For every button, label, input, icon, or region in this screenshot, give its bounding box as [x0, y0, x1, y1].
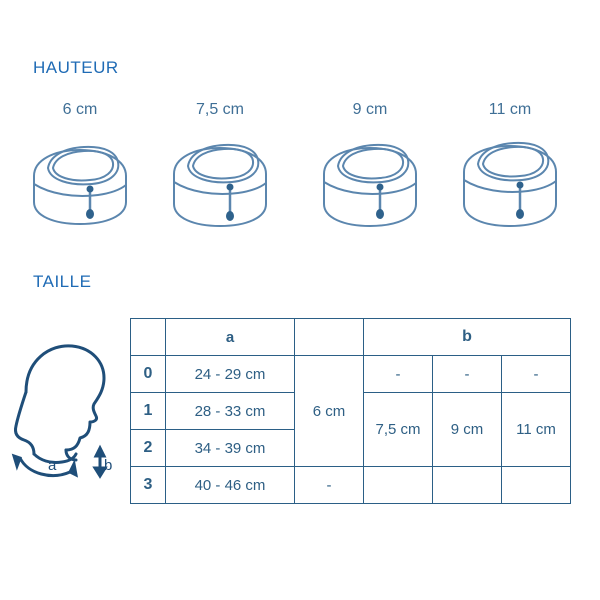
- collar-item-0: [10, 100, 150, 234]
- collar-label-3: 11 cm: [488, 101, 532, 118]
- row-b4-3: [502, 467, 571, 504]
- row-b3-3: [433, 467, 502, 504]
- section-title-taille: TAILLE: [33, 272, 92, 291]
- collar-item-2: [300, 100, 440, 234]
- table-row-3: [131, 467, 571, 504]
- collar-label-1: 7,5 cm: [195, 101, 244, 118]
- collar-label-2: 9 cm: [352, 101, 388, 118]
- row-size-2: 2: [131, 430, 166, 467]
- table-header-row: [131, 319, 571, 356]
- collar-illustrations-row: [0, 100, 600, 240]
- row-size-3: 3: [131, 467, 166, 504]
- size-table: [130, 318, 571, 504]
- row-a-2: 34 - 39 cm: [166, 430, 295, 467]
- collar-item-1: [150, 100, 290, 234]
- header-b: b: [364, 319, 571, 356]
- diagram-label-b: b: [104, 457, 113, 474]
- row-size-1: 1: [131, 393, 166, 430]
- collar-label-0: 6 cm: [62, 101, 98, 118]
- row-b2-1: 9 cm: [433, 393, 502, 467]
- row-a-0: 24 - 29 cm: [166, 356, 295, 393]
- collar-icon-11cm: [450, 124, 570, 234]
- header-a: a: [166, 319, 295, 356]
- header-size: [131, 319, 166, 356]
- collar-icon-9cm: [310, 124, 430, 234]
- table-row-0: [131, 356, 571, 393]
- diagram-label-a: a: [48, 457, 57, 474]
- row-a-1: 28 - 33 cm: [166, 393, 295, 430]
- merged-6cm-cell: 6 cm: [295, 356, 364, 467]
- collar-icon-75cm: [160, 124, 280, 234]
- row-a-3: 40 - 46 cm: [166, 467, 295, 504]
- collar-item-3: [440, 100, 580, 234]
- row-b1-0: -: [364, 356, 433, 393]
- header-b-spacer: [295, 319, 364, 356]
- collar-icon-6cm: [20, 124, 140, 234]
- row-b1-1: 7,5 cm: [364, 393, 433, 467]
- row-b2-0: -: [433, 356, 502, 393]
- row-b3-1: 11 cm: [502, 393, 571, 467]
- head-measurement-diagram: [8, 330, 128, 510]
- section-title-hauteur: HAUTEUR: [33, 58, 119, 77]
- row-b3-0: -: [502, 356, 571, 393]
- row-b2-3: [364, 467, 433, 504]
- row-size-0: 0: [131, 356, 166, 393]
- row-b-dash-3: -: [295, 467, 364, 504]
